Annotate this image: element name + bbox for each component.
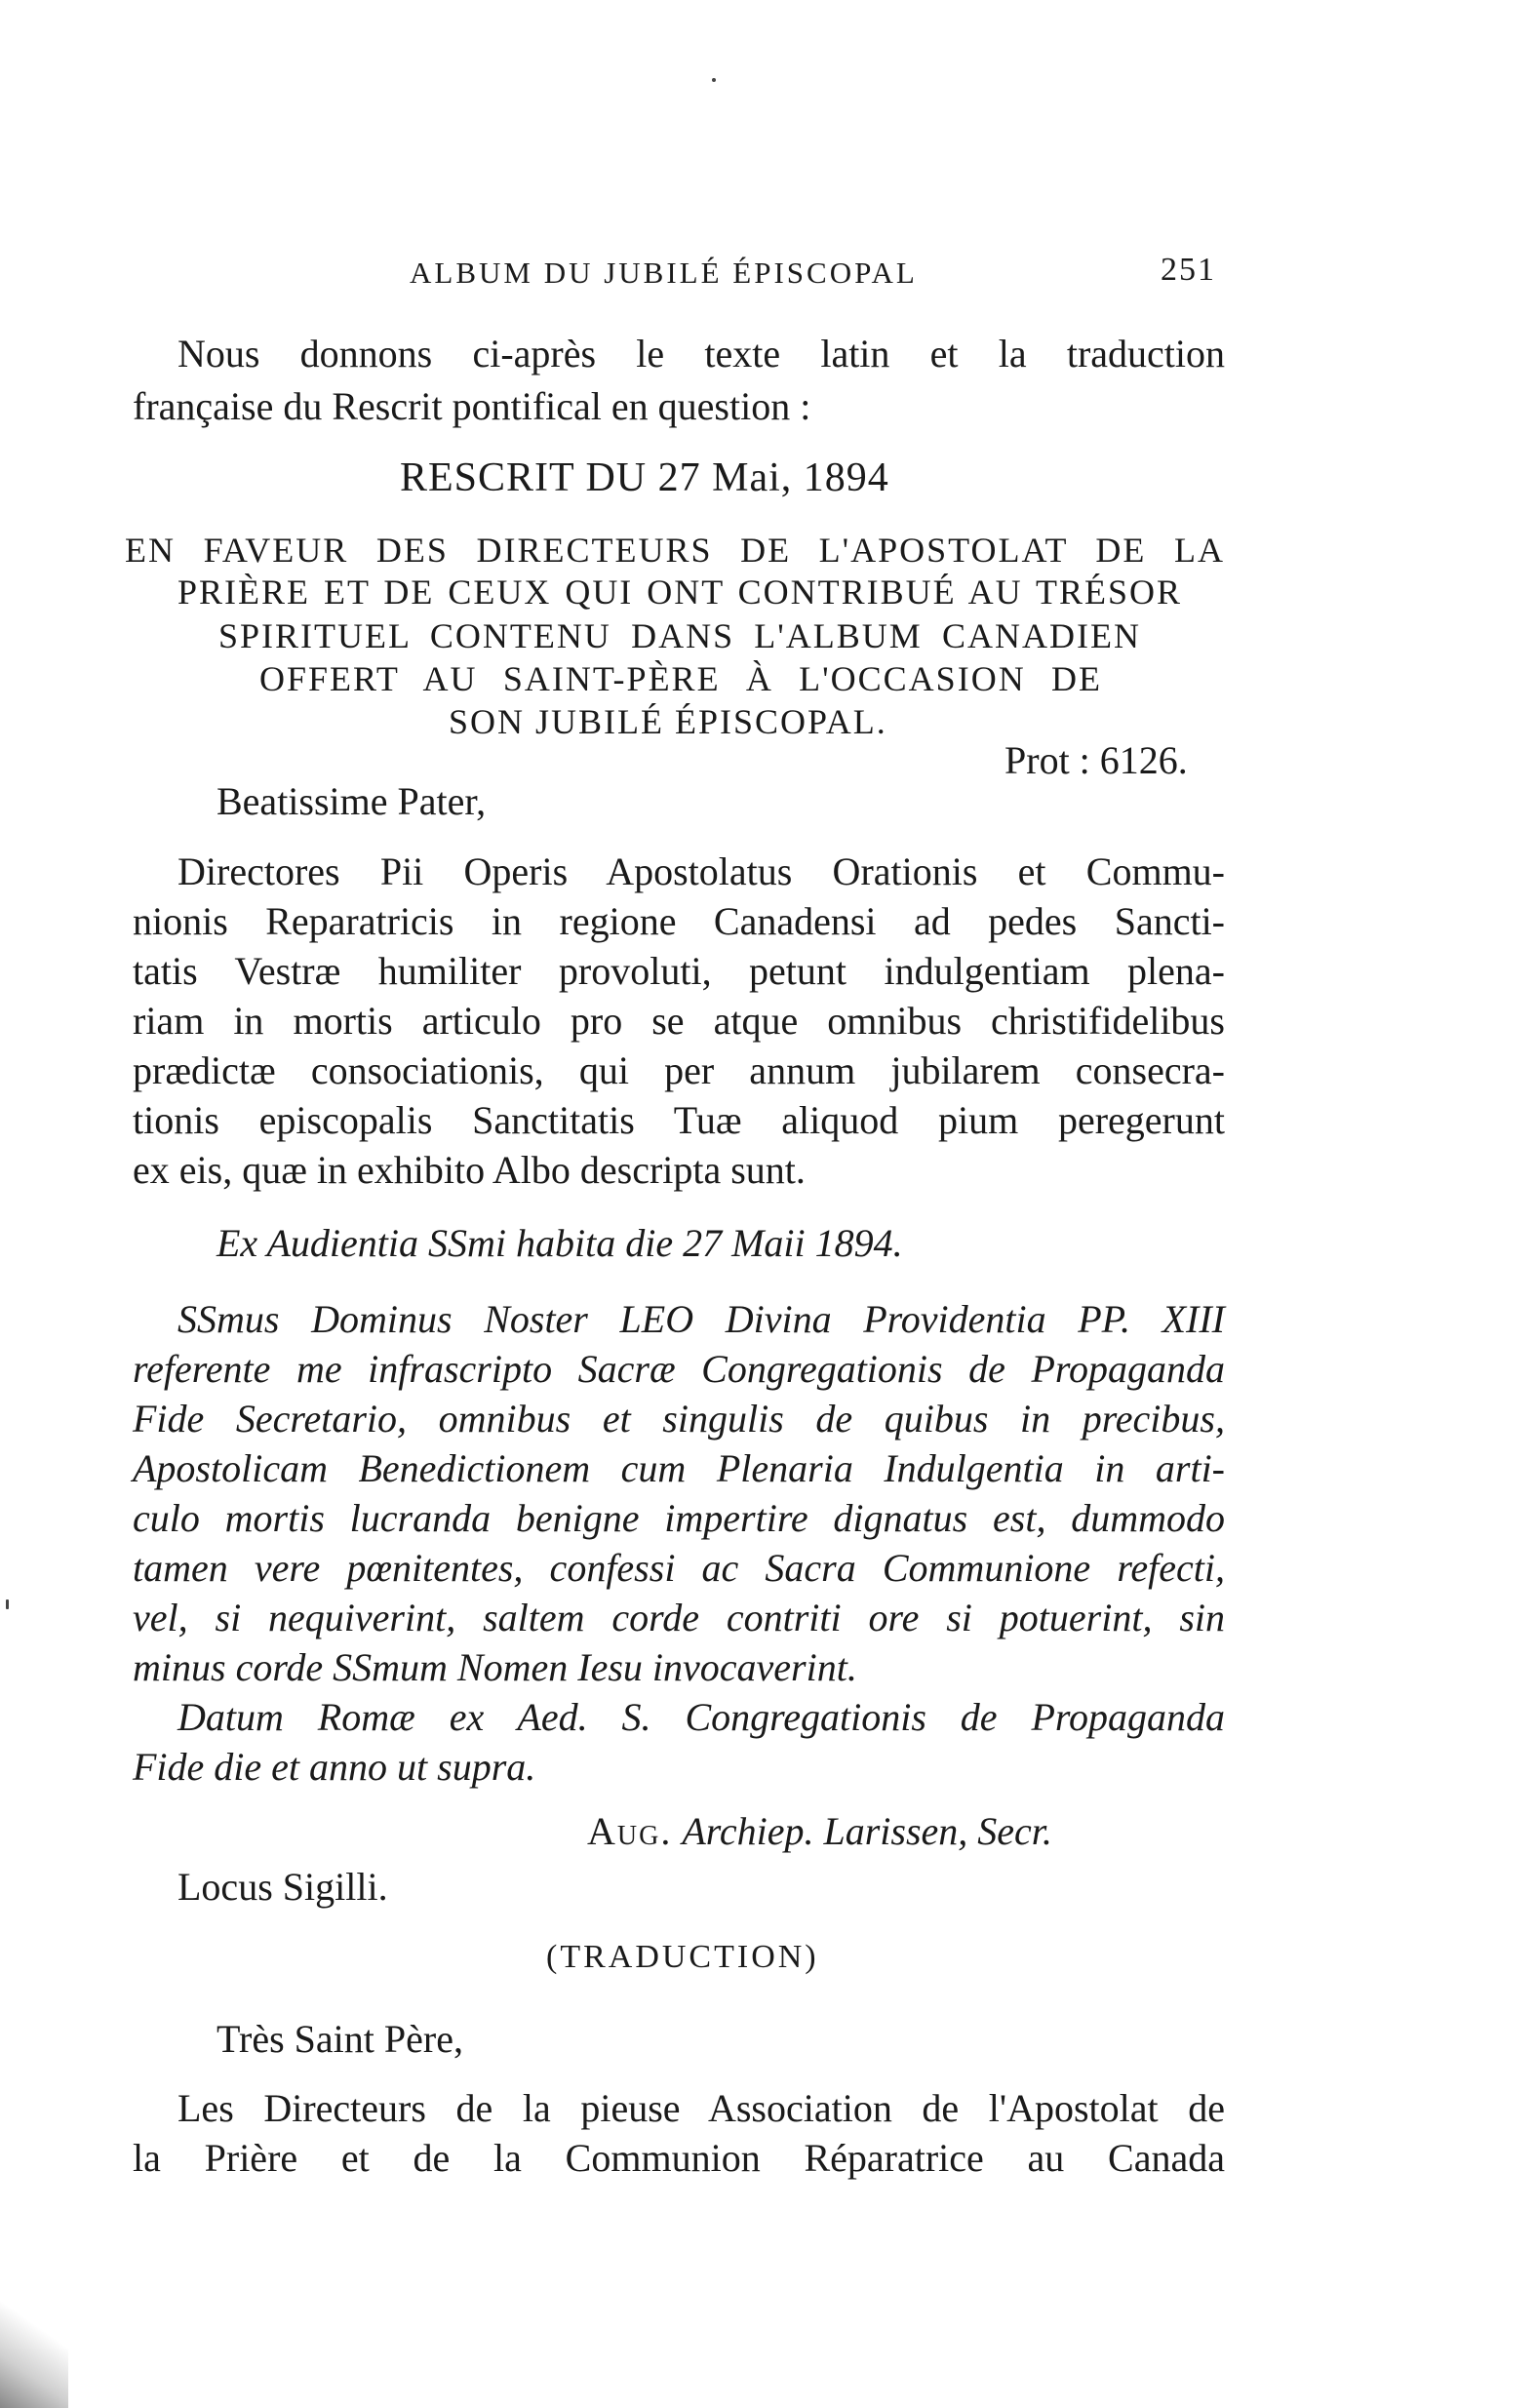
intro-line-1: Nous donnons ci-après le texte latin et la traduction [177, 332, 1225, 375]
petition-line-6: tionis episcopalis Sanctitatis Tuæ aliquod pium peregerunt [133, 1098, 1225, 1142]
petition-line-3: tatis Vestræ humiliter provoluti, petunt indulgentiam plena- [133, 949, 1225, 993]
page-corner-shadow [0, 2302, 68, 2408]
decree-line-6: tamen vere pœnitentes, confessi ac Sacra Communione refecti, [133, 1546, 1225, 1590]
decree-line-3: Fide Secretario, omnibus et singulis de quibus in precibus, [133, 1397, 1225, 1441]
scan-speck [6, 1599, 9, 1609]
latin-salutation: Beatissime Pater, [217, 779, 487, 823]
signature-name: Aug. [587, 1809, 673, 1853]
seal-mark: Locus Sigilli. [177, 1865, 388, 1909]
decree-line-2: referente me infrascripto Sacræ Congregationis de Propaganda [133, 1347, 1225, 1391]
intro-line-2: française du Rescrit pontifical en question : [133, 384, 811, 428]
petition-line-2: nionis Reparatricis in regione Canadensi ad pedes Sancti- [133, 899, 1225, 943]
translation-heading: (TRADUCTION) [546, 1939, 819, 1975]
datum-line-1: Datum Romæ ex Aed. S. Congregationis de Propaganda [177, 1695, 1225, 1739]
scan-speck [712, 78, 716, 82]
petition-line-1: Directores Pii Operis Apostolatus Orationis et Commu- [177, 849, 1225, 893]
subtitle-line-1: EN FAVEUR DES DIRECTEURS DE L'APOSTOLAT DE LA [125, 531, 1225, 570]
petition-line-4: riam in mortis articulo pro se atque omnibus christifidelibus [133, 999, 1225, 1043]
french-salutation: Très Saint Père, [217, 2017, 463, 2061]
subtitle-line-4: OFFERT AU SAINT-PÈRE À L'OCCASION DE [259, 659, 1102, 698]
decree-line-7: vel, si nequiverint, saltem corde contriti ore si potuerint, sin [133, 1596, 1225, 1639]
decree-line-5: culo mortis lucranda benigne impertire dignatus est, dummodo [133, 1496, 1225, 1540]
audience-line: Ex Audientia SSmi habita die 27 Maii 1894. [217, 1221, 903, 1265]
decree-line-4: Apostolicam Benedictionem cum Plenaria Indulgentia in arti- [133, 1446, 1225, 1490]
subtitle-line-5: SON JUBILÉ ÉPISCOPAL. [449, 702, 887, 741]
protocol-number: Prot : 6126. [1004, 738, 1188, 782]
signature-title: Archiep. Larissen, Secr. [682, 1809, 1052, 1853]
page-number: 251 [1161, 252, 1216, 288]
rescript-title: RESCRIT DU 27 Mai, 1894 [400, 455, 889, 500]
signature [587, 1806, 1052, 1856]
petition-line-7: ex eis, quæ in exhibito Albo descripta sunt. [133, 1148, 806, 1192]
petition-line-5: prædictæ consociationis, qui per annum jubilarem consecra- [133, 1048, 1225, 1092]
decree-line-8: minus corde SSmum Nomen Iesu invocaverint. [133, 1645, 857, 1689]
french-line-1: Les Directeurs de la pieuse Association de l'Apostolat de [177, 2086, 1225, 2130]
french-line-2: la Prière et de la Communion Réparatrice au Canada [133, 2136, 1225, 2180]
subtitle-line-3: SPIRITUEL CONTENU DANS L'ALBUM CANADIEN [218, 616, 1141, 655]
decree-line-1: SSmus Dominus Noster LEO Divina Providentia PP. XIII [177, 1297, 1225, 1341]
datum-line-2: Fide die et anno ut supra. [133, 1745, 536, 1789]
subtitle-line-2: PRIÈRE ET DE CEUX QUI ONT CONTRIBUÉ AU TRÉSOR [177, 572, 1182, 612]
running-header: ALBUM DU JUBILÉ ÉPISCOPAL [410, 256, 918, 290]
